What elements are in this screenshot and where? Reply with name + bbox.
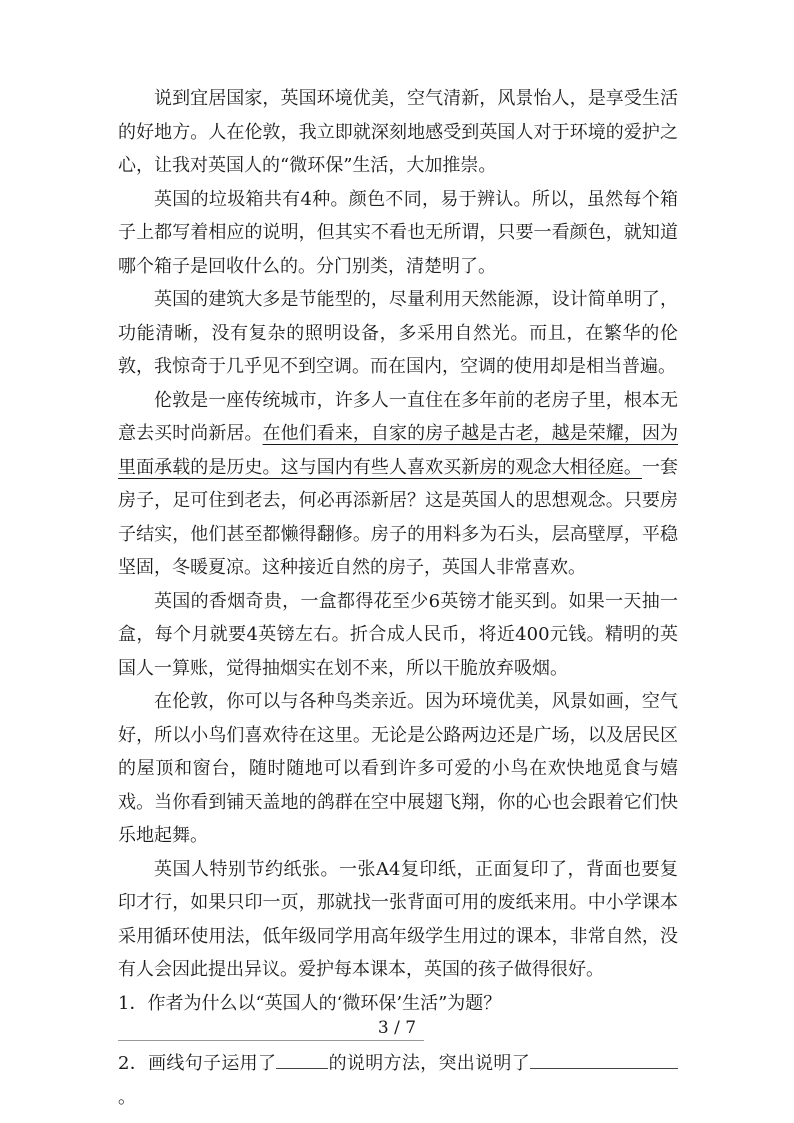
paragraph-6: 在伦敦，你可以与各种鸟类亲近。因为环境优美，风景如画，空气好，所以小鸟们喜欢待在这里。无论是公路两边还是广场，以及居民区的屋顶和窗台，随时随地可以看到许多可爱的小鸟在欢快地觅食与嬉戏。当你看到铺天盖地的鸽群在空中展翅飞翔，你的心也会跟着它们快乐地起舞。 (118, 691, 678, 846)
underlined-sentence: 在他们看来，自家的房子越是古老，越是荣耀，因为里面承载的是历史。这与国内有些人喜欢买新房的观念大相径庭。 (118, 423, 679, 478)
document-body (118, 82, 678, 1114)
answer-line-1[interactable] (118, 1040, 424, 1041)
paragraph-2: 英国的垃圾箱共有4种。颜色不同，易于辨认。所以，虽然每个箱子上都写着相应的说明，但其实不看也无所谓，只要一看颜色，就知道哪个箱子是回收什么的。分门别类，清楚明了。 (118, 188, 678, 277)
paragraph-4-after: 一套房子，足可住到老去，何必再添新居？这是英国人的思想观念。只要房子结实，他们甚至都懒得翻修。房子的用料多为石头，层高壁厚，平稳坚固，冬暖夏凉。这种接近自然的房子，英国人非常喜欢。 (118, 456, 679, 578)
question-2 (118, 1047, 678, 1114)
answer-blank-1[interactable] (276, 1050, 328, 1069)
paragraph-4-before: 伦敦是一座传统城市，许多人一直住在多年前的老房子里，根本无意去买时尚新居。 (118, 389, 678, 444)
question-2-part-c: 。 (118, 1086, 136, 1108)
paragraph-4 (118, 384, 678, 585)
question-2-part-b: 的说明方法，突出说明了 (328, 1053, 531, 1074)
paragraph-7: 英国人特别节约纸张。一张A4复印纸，正面复印了，背面也要复印才行，如果只印一页，那就找一张背面可用的废纸来用。中小学课本采用循环使用法，低年级同学用高年级学生用过的课本，非常自然，没有人会因此提出异议。爱护每本课本，英国的孩子做得很好。 (118, 858, 678, 980)
question-1: 1．作者为什么以“英国人的‘微环保’生活”为题？ (118, 992, 502, 1014)
paragraph-1: 说到宜居国家，英国环境优美，空气清新，风景怡人，是享受生活的好地方。人在伦敦，我立即就深刻地感受到英国人对于环境的爱护之心，让我对英国人的“微环保”生活，大加推崇。 (118, 88, 678, 176)
paragraph-5: 英国的香烟奇贵，一盒都得花至少6英镑才能买到。如果一天抽一盒，每个月就要4英镑左右。折合成人民币，将近400元钱。精明的英国人一算账，觉得抽烟实在划不来，所以干脆放弃吸烟。 (118, 590, 678, 679)
answer-blank-2[interactable] (530, 1050, 678, 1069)
question-2-part-a: 2．画线句子运用了 (118, 1053, 277, 1074)
page-number: 3 / 7 (377, 1018, 417, 1038)
paragraph-3: 英国的建筑大多是节能型的，尽量利用天然能源，设计简单明了，功能清晰，没有复杂的照明设备，多采用自然光。而且，在繁华的伦敦，我惊奇于几乎见不到空调。而在国内，空调的使用却是相当普遍。 (118, 289, 678, 377)
